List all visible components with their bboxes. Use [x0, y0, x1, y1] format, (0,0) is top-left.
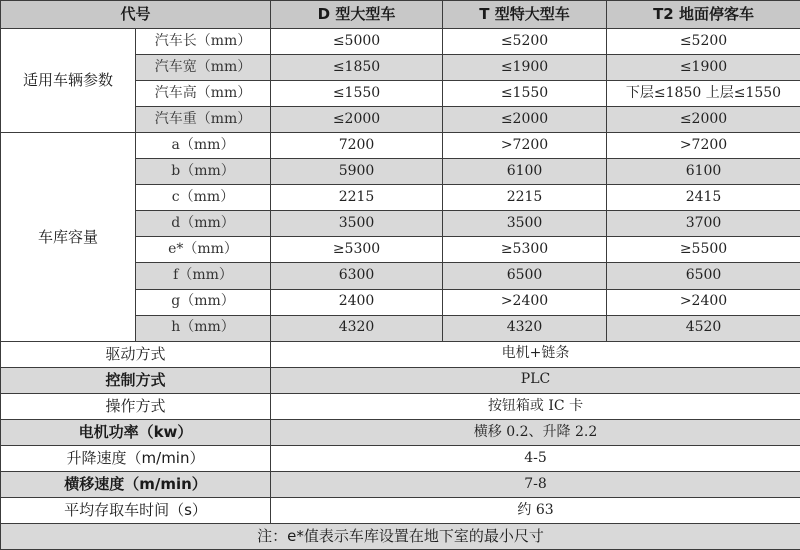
group-garage-capacity: 车库容量 [1, 133, 136, 341]
t-value: ≤1550 [443, 81, 607, 107]
header-t2-type: T2 地面停客车 [607, 1, 800, 29]
param-label: c（mm） [136, 185, 271, 211]
table-row [1, 393, 800, 419]
t2-value: >7200 [607, 133, 800, 159]
header-code: 代号 [1, 1, 271, 29]
footnote: 注：e*值表示车库设置在地下室的最小尺寸 [1, 523, 800, 549]
t-value: >7200 [443, 133, 607, 159]
param-label: g（mm） [136, 289, 271, 315]
operation-mode-label: 操作方式 [1, 393, 271, 419]
lift-speed-label: 升降速度（m/min） [1, 445, 271, 471]
control-mode-label: 控制方式 [1, 367, 271, 393]
param-label: 汽车长（mm） [136, 29, 271, 55]
table-row [1, 419, 800, 445]
t-value: 6100 [443, 159, 607, 185]
param-label: 汽车宽（mm） [136, 55, 271, 81]
d-value: ≤1850 [271, 55, 443, 81]
motor-power-label: 电机功率（kw） [1, 419, 271, 445]
t-value: ≤2000 [443, 107, 607, 133]
param-label: b（mm） [136, 159, 271, 185]
t-value: 4320 [443, 315, 607, 341]
control-mode-value: PLC [271, 367, 800, 393]
t2-value: ≤1900 [607, 55, 800, 81]
t2-value: >2400 [607, 289, 800, 315]
t-value: 3500 [443, 211, 607, 237]
table-row [1, 471, 800, 497]
param-label: 汽车高（mm） [136, 81, 271, 107]
drive-mode-label: 驱动方式 [1, 341, 271, 367]
motor-power-value: 横移 0.2、升降 2.2 [271, 419, 800, 445]
d-value: ≤5000 [271, 29, 443, 55]
t2-value: 6100 [607, 159, 800, 185]
table-row [1, 133, 800, 159]
operation-mode-value: 按钮箱或 IC 卡 [271, 393, 800, 419]
t2-value: 6500 [607, 263, 800, 289]
t-value: ≤5200 [443, 29, 607, 55]
t2-value: 下层≤1850 上层≤1550 [607, 81, 800, 107]
avg-access-time-value: 约 63 [271, 497, 800, 523]
d-value: 5900 [271, 159, 443, 185]
t-value: ≥5300 [443, 237, 607, 263]
param-label: f（mm） [136, 263, 271, 289]
d-value: 6300 [271, 263, 443, 289]
d-value: 3500 [271, 211, 443, 237]
table-row [1, 497, 800, 523]
t2-value: 2415 [607, 185, 800, 211]
drive-mode-value: 电机+链条 [271, 341, 800, 367]
d-value: 4320 [271, 315, 443, 341]
avg-access-time-label: 平均存取车时间（s） [1, 497, 271, 523]
table-row [1, 29, 800, 55]
d-value: 2215 [271, 185, 443, 211]
d-value: ≤1550 [271, 81, 443, 107]
table-row [1, 341, 800, 367]
param-label: d（mm） [136, 211, 271, 237]
param-label: 汽车重（mm） [136, 107, 271, 133]
header-row [1, 1, 800, 29]
t2-value: ≥5500 [607, 237, 800, 263]
lift-speed-value: 4-5 [271, 445, 800, 471]
d-value: 7200 [271, 133, 443, 159]
footnote-row [1, 523, 800, 549]
t2-value: ≤2000 [607, 107, 800, 133]
param-label: h（mm） [136, 315, 271, 341]
header-d-type: D 型大型车 [271, 1, 443, 29]
param-label: e*（mm） [136, 237, 271, 263]
d-value: 2400 [271, 289, 443, 315]
traverse-speed-label: 横移速度（m/min） [1, 471, 271, 497]
table-row [1, 367, 800, 393]
t2-value: 4520 [607, 315, 800, 341]
t-value: 2215 [443, 185, 607, 211]
traverse-speed-value: 7-8 [271, 471, 800, 497]
d-value: ≥5300 [271, 237, 443, 263]
d-value: ≤2000 [271, 107, 443, 133]
t2-value: ≤5200 [607, 29, 800, 55]
t2-value: 3700 [607, 211, 800, 237]
t-value: 6500 [443, 263, 607, 289]
t-value: ≤1900 [443, 55, 607, 81]
group-vehicle-params: 适用车辆参数 [1, 29, 136, 133]
table-row [1, 445, 800, 471]
param-label: a（mm） [136, 133, 271, 159]
t-value: >2400 [443, 289, 607, 315]
header-t-type: T 型特大型车 [443, 1, 607, 29]
